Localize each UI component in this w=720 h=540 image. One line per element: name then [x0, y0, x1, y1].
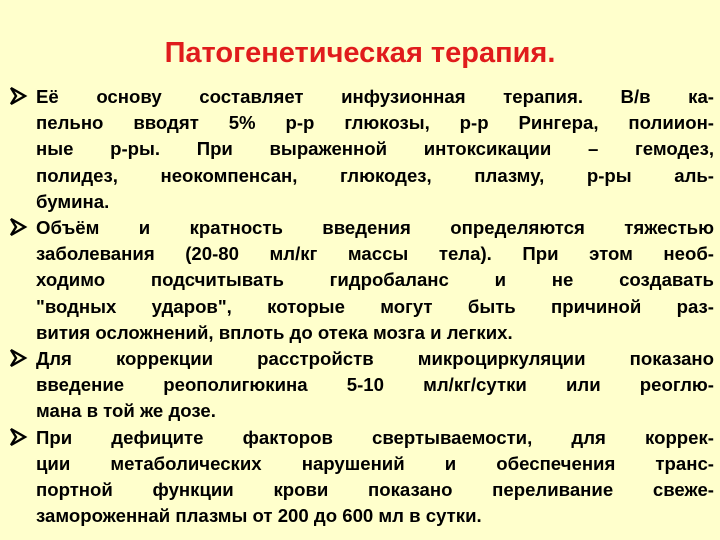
- bullet-text-line: полидез, неокомпенсан, глюкодез, плазму, р-ры аль-: [36, 164, 714, 186]
- arrowhead-bullet-icon: [8, 84, 30, 110]
- bullet-list: [8, 84, 714, 529]
- bullet-text-line: мана в той же дозе.: [36, 400, 216, 422]
- arrowhead-bullet-icon: [8, 425, 30, 451]
- bullet-text-line: ции метаболических нарушений и обеспечения транс-: [36, 452, 714, 474]
- bullet-text-line: портной функции крови показано переливание свеже-: [36, 479, 714, 501]
- bullet-item: [8, 84, 714, 215]
- bullet-text-line: ные р-ры. При выраженной интоксикации – гемодез,: [36, 138, 714, 160]
- bullet-text-line: Для коррекции расстройств микроциркуляции показано: [36, 348, 714, 370]
- arrowhead-bullet-icon: [8, 346, 30, 372]
- bullet-text-line: введение реополигюкина 5-10 мл/кг/сутки или реоглю-: [36, 374, 714, 396]
- bullet-text-line: пельно вводят 5% р-р глюкозы, р-р Рингера, полиион-: [36, 112, 714, 134]
- bullet-text-line: ходимо подсчитывать гидробаланс и не создавать: [36, 269, 714, 291]
- bullet-item: [8, 215, 714, 346]
- bullet-text-line: Объём и кратность введения определяются тяжестью: [36, 217, 714, 239]
- arrowhead-bullet-icon: [8, 215, 30, 241]
- bullet-text-line: замороженнай плазмы от 200 до 600 мл в сутки.: [36, 505, 482, 527]
- bullet-text-line: бумина.: [36, 190, 110, 212]
- bullet-text-line: "водных ударов", которые могут быть причиной раз-: [36, 295, 714, 317]
- bullet-text-line: При дефиците факторов свертываемости, для коррек-: [36, 426, 714, 448]
- bullet-text-line: вития осложнений, вплоть до отека мозга и легких.: [36, 321, 513, 343]
- slide-title: Патогенетическая терапия.: [164, 37, 556, 69]
- bullet-item: [8, 346, 714, 425]
- bullet-text-line: Её основу составляет инфузионная терапия. В/в ка-: [36, 86, 714, 107]
- bullet-item: [8, 425, 714, 530]
- bullet-text-line: заболевания (20-80 мл/кг массы тела). При этом необ-: [36, 243, 714, 265]
